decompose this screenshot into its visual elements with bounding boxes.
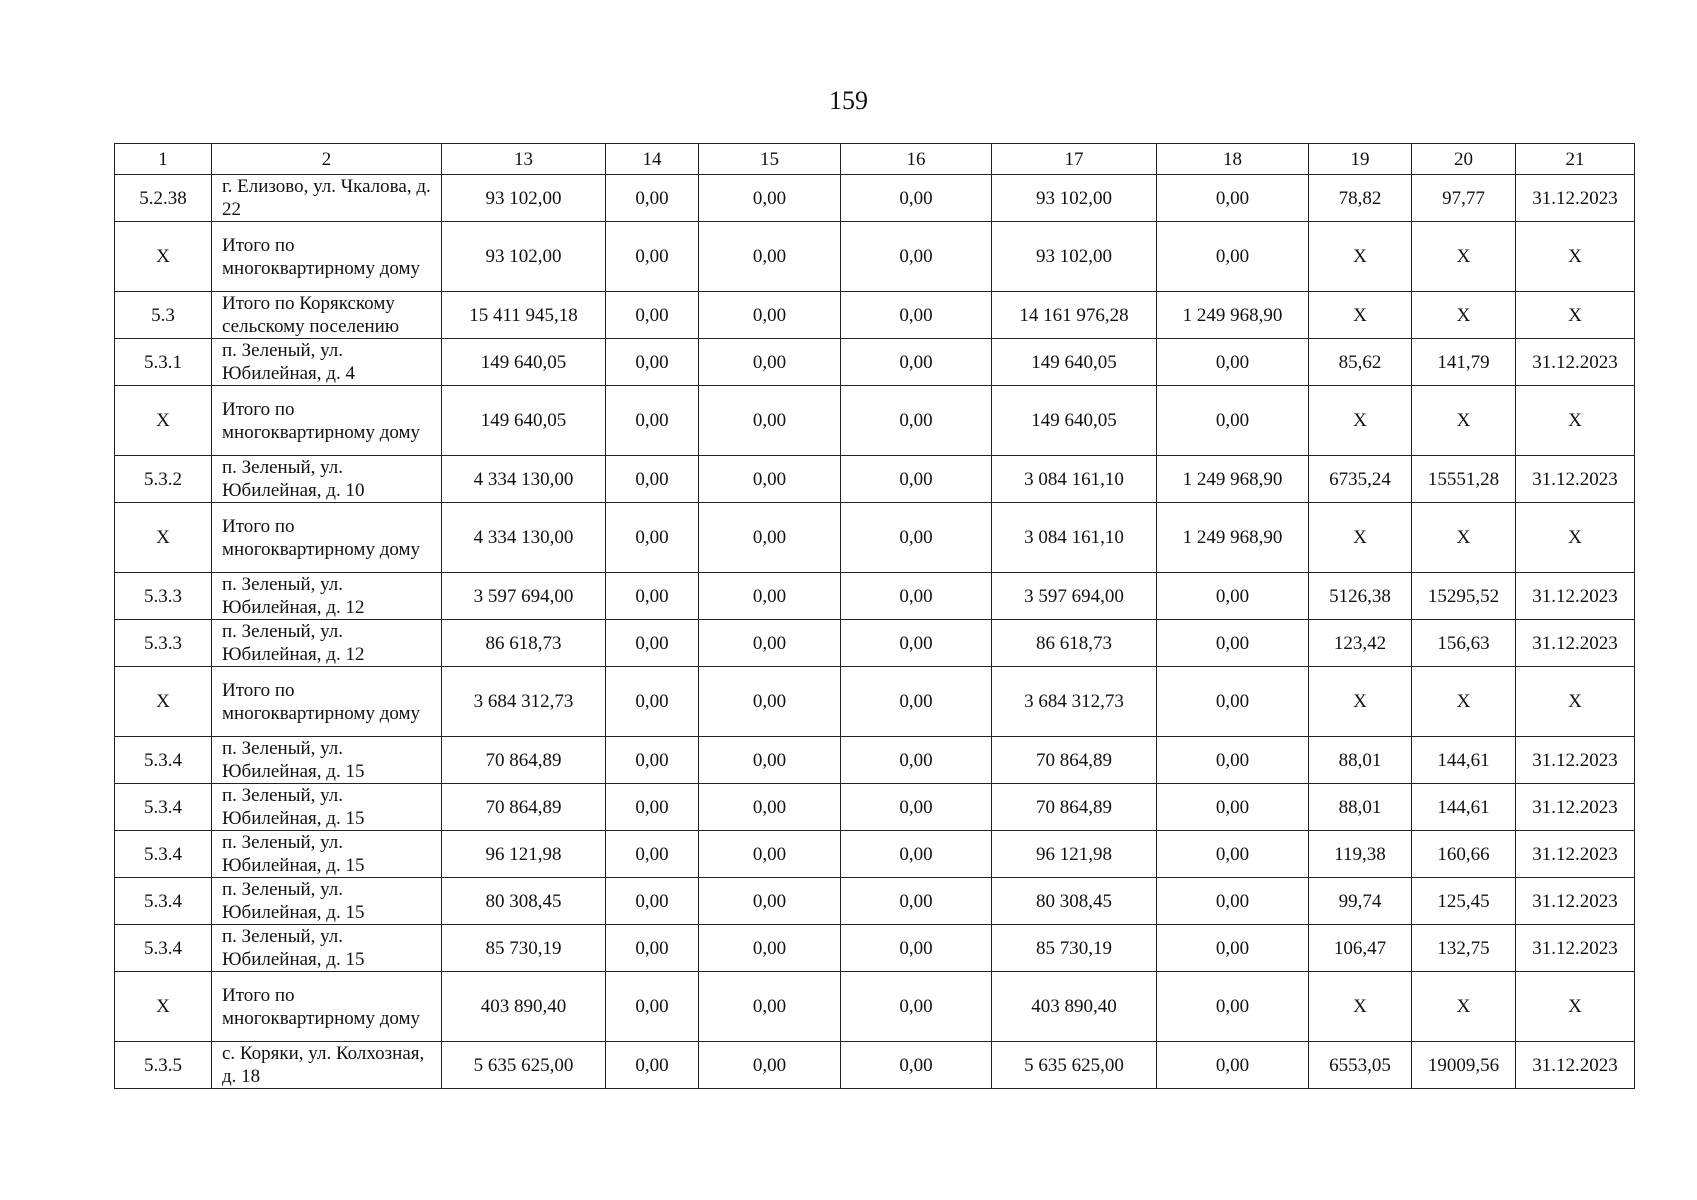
header-row bbox=[115, 144, 1635, 175]
table-cell: 0,00 bbox=[606, 456, 699, 503]
column-header: 14 bbox=[606, 144, 699, 175]
table-cell: 93 102,00 bbox=[992, 222, 1157, 292]
table-cell: 5.3.4 bbox=[115, 784, 212, 831]
table-cell: 0,00 bbox=[699, 667, 841, 737]
table-cell: 0,00 bbox=[841, 620, 992, 667]
table-cell: 0,00 bbox=[606, 620, 699, 667]
table-cell: 0,00 bbox=[699, 831, 841, 878]
table-cell: 0,00 bbox=[1157, 831, 1309, 878]
table-cell: 0,00 bbox=[699, 386, 841, 456]
table-cell: 132,75 bbox=[1412, 925, 1516, 972]
table-cell: 0,00 bbox=[606, 1042, 699, 1089]
table-cell: Х bbox=[1516, 503, 1635, 573]
table-cell: 0,00 bbox=[699, 222, 841, 292]
table-cell: 0,00 bbox=[606, 386, 699, 456]
table-cell: Х bbox=[1516, 222, 1635, 292]
table-cell: 31.12.2023 bbox=[1516, 339, 1635, 386]
table-row bbox=[115, 925, 1635, 972]
column-header: 1 bbox=[115, 144, 212, 175]
table-row bbox=[115, 339, 1635, 386]
table-cell: Х bbox=[1309, 972, 1412, 1042]
table-cell: 5126,38 bbox=[1309, 573, 1412, 620]
table-cell: 0,00 bbox=[699, 573, 841, 620]
table-cell: 0,00 bbox=[699, 1042, 841, 1089]
table-cell: 93 102,00 bbox=[992, 175, 1157, 222]
table-cell: 1 249 968,90 bbox=[1157, 292, 1309, 339]
table-cell: 15551,28 bbox=[1412, 456, 1516, 503]
table-cell: 3 684 312,73 bbox=[442, 667, 606, 737]
table-cell: 0,00 bbox=[841, 222, 992, 292]
table-cell: 31.12.2023 bbox=[1516, 784, 1635, 831]
table-cell: 0,00 bbox=[841, 878, 992, 925]
table-cell: Х bbox=[1516, 386, 1635, 456]
table-cell: 0,00 bbox=[1157, 972, 1309, 1042]
column-header: 2 bbox=[212, 144, 442, 175]
table-cell: 0,00 bbox=[1157, 175, 1309, 222]
table-cell: 1 249 968,90 bbox=[1157, 456, 1309, 503]
column-header: 21 bbox=[1516, 144, 1635, 175]
table-cell: 4 334 130,00 bbox=[442, 456, 606, 503]
table-row bbox=[115, 831, 1635, 878]
table-cell: 97,77 bbox=[1412, 175, 1516, 222]
table-cell: 6735,24 bbox=[1309, 456, 1412, 503]
table-cell: 0,00 bbox=[841, 503, 992, 573]
table-row bbox=[115, 456, 1635, 503]
table-cell: 0,00 bbox=[841, 175, 992, 222]
table-cell: 31.12.2023 bbox=[1516, 737, 1635, 784]
table-cell: 0,00 bbox=[841, 925, 992, 972]
table-cell: 5.3.4 bbox=[115, 737, 212, 784]
table-cell: 0,00 bbox=[606, 878, 699, 925]
table-cell: 85,62 bbox=[1309, 339, 1412, 386]
table-cell: 31.12.2023 bbox=[1516, 573, 1635, 620]
data-table bbox=[114, 143, 1635, 1089]
table-cell: 93 102,00 bbox=[442, 222, 606, 292]
table-cell: Х bbox=[115, 503, 212, 573]
table-cell: 149 640,05 bbox=[442, 339, 606, 386]
table-row bbox=[115, 972, 1635, 1042]
table-row bbox=[115, 386, 1635, 456]
address-cell: п. Зеленый, ул. Юбилейная, д. 15 bbox=[212, 737, 442, 784]
table-cell: 3 597 694,00 bbox=[992, 573, 1157, 620]
table-cell: 125,45 bbox=[1412, 878, 1516, 925]
table-cell: 0,00 bbox=[1157, 620, 1309, 667]
table-cell: 0,00 bbox=[699, 456, 841, 503]
table-cell: 88,01 bbox=[1309, 784, 1412, 831]
table-cell: Х bbox=[1412, 222, 1516, 292]
address-cell: г. Елизово, ул. Чкалова, д. 22 bbox=[212, 175, 442, 222]
table-cell: Х bbox=[115, 667, 212, 737]
table-cell: 86 618,73 bbox=[442, 620, 606, 667]
table-cell: 0,00 bbox=[699, 878, 841, 925]
address-cell: п. Зеленый, ул. Юбилейная, д. 15 bbox=[212, 831, 442, 878]
table-cell: 156,63 bbox=[1412, 620, 1516, 667]
table-cell: Х bbox=[1516, 972, 1635, 1042]
table-cell: 6553,05 bbox=[1309, 1042, 1412, 1089]
table-cell: 5.3.4 bbox=[115, 831, 212, 878]
table-cell: 0,00 bbox=[841, 573, 992, 620]
column-header: 19 bbox=[1309, 144, 1412, 175]
table-cell: 85 730,19 bbox=[992, 925, 1157, 972]
table-cell: 0,00 bbox=[699, 925, 841, 972]
table-cell: 31.12.2023 bbox=[1516, 175, 1635, 222]
table-cell: 15 411 945,18 bbox=[442, 292, 606, 339]
address-cell: п. Зеленый, ул. Юбилейная, д. 4 bbox=[212, 339, 442, 386]
table-cell: 106,47 bbox=[1309, 925, 1412, 972]
table-cell: 5.3.4 bbox=[115, 878, 212, 925]
table-cell: 5.3 bbox=[115, 292, 212, 339]
table-cell: 14 161 976,28 bbox=[992, 292, 1157, 339]
table-cell: 0,00 bbox=[606, 925, 699, 972]
address-cell: Итого по многоквартирному дому bbox=[212, 503, 442, 573]
table-cell: 70 864,89 bbox=[992, 737, 1157, 784]
table-cell: 149 640,05 bbox=[992, 339, 1157, 386]
table-cell: 93 102,00 bbox=[442, 175, 606, 222]
table-cell: 4 334 130,00 bbox=[442, 503, 606, 573]
column-header: 20 bbox=[1412, 144, 1516, 175]
column-header: 16 bbox=[841, 144, 992, 175]
table-row bbox=[115, 737, 1635, 784]
table-cell: 0,00 bbox=[1157, 925, 1309, 972]
table-cell: 96 121,98 bbox=[992, 831, 1157, 878]
table-cell: 0,00 bbox=[606, 667, 699, 737]
table-row bbox=[115, 573, 1635, 620]
table-cell: 5.3.3 bbox=[115, 573, 212, 620]
table-cell: 0,00 bbox=[841, 339, 992, 386]
table-cell: Х bbox=[1412, 386, 1516, 456]
table-cell: 3 684 312,73 bbox=[992, 667, 1157, 737]
table-cell: 31.12.2023 bbox=[1516, 1042, 1635, 1089]
address-cell: Итого по многоквартирному дому bbox=[212, 222, 442, 292]
table-cell: 144,61 bbox=[1412, 737, 1516, 784]
address-cell: п. Зеленый, ул. Юбилейная, д. 15 bbox=[212, 878, 442, 925]
table-cell: 0,00 bbox=[841, 1042, 992, 1089]
table-cell: 0,00 bbox=[606, 222, 699, 292]
table-cell: 0,00 bbox=[699, 972, 841, 1042]
column-header: 18 bbox=[1157, 144, 1309, 175]
table-cell: 70 864,89 bbox=[442, 784, 606, 831]
table-cell: 5.3.4 bbox=[115, 925, 212, 972]
table-cell: 88,01 bbox=[1309, 737, 1412, 784]
table-cell: 80 308,45 bbox=[442, 878, 606, 925]
table-cell: 5 635 625,00 bbox=[442, 1042, 606, 1089]
table-cell: 0,00 bbox=[606, 831, 699, 878]
table-cell: 0,00 bbox=[699, 503, 841, 573]
table-cell: 85 730,19 bbox=[442, 925, 606, 972]
table-cell: 0,00 bbox=[841, 831, 992, 878]
table-cell: 0,00 bbox=[841, 386, 992, 456]
table-cell: 0,00 bbox=[699, 175, 841, 222]
table-row bbox=[115, 667, 1635, 737]
table-cell: 5.3.3 bbox=[115, 620, 212, 667]
table-row bbox=[115, 620, 1635, 667]
table-cell: 0,00 bbox=[699, 737, 841, 784]
table-cell: 31.12.2023 bbox=[1516, 456, 1635, 503]
table-cell: 403 890,40 bbox=[992, 972, 1157, 1042]
table-cell: Х bbox=[1309, 667, 1412, 737]
address-cell: п. Зеленый, ул. Юбилейная, д. 12 bbox=[212, 620, 442, 667]
table-cell: 0,00 bbox=[1157, 784, 1309, 831]
table-cell: 0,00 bbox=[1157, 1042, 1309, 1089]
table-cell: 0,00 bbox=[606, 503, 699, 573]
column-header: 17 bbox=[992, 144, 1157, 175]
table-cell: 0,00 bbox=[699, 292, 841, 339]
address-cell: п. Зеленый, ул. Юбилейная, д. 15 bbox=[212, 784, 442, 831]
table-cell: 0,00 bbox=[1157, 222, 1309, 292]
table-row bbox=[115, 878, 1635, 925]
table-cell: 119,38 bbox=[1309, 831, 1412, 878]
table-cell: 0,00 bbox=[699, 620, 841, 667]
table-row bbox=[115, 503, 1635, 573]
table-cell: Х bbox=[1309, 503, 1412, 573]
table-cell: 141,79 bbox=[1412, 339, 1516, 386]
table-cell: 5.3.1 bbox=[115, 339, 212, 386]
address-cell: Итого по многоквартирному дому bbox=[212, 386, 442, 456]
table-cell: 0,00 bbox=[841, 784, 992, 831]
table-cell: 70 864,89 bbox=[992, 784, 1157, 831]
table-cell: 0,00 bbox=[1157, 667, 1309, 737]
table-cell: Х bbox=[1309, 386, 1412, 456]
table-cell: Х bbox=[1309, 292, 1412, 339]
address-cell: Итого по Корякскому сельскому поселению bbox=[212, 292, 442, 339]
table-cell: 3 084 161,10 bbox=[992, 456, 1157, 503]
table-cell: 0,00 bbox=[606, 737, 699, 784]
address-cell: п. Зеленый, ул. Юбилейная, д. 12 bbox=[212, 573, 442, 620]
table-cell: 31.12.2023 bbox=[1516, 831, 1635, 878]
address-cell: с. Коряки, ул. Колхозная, д. 18 bbox=[212, 1042, 442, 1089]
address-cell: Итого по многоквартирному дому bbox=[212, 972, 442, 1042]
table-cell: 0,00 bbox=[699, 339, 841, 386]
table-cell: 0,00 bbox=[1157, 573, 1309, 620]
table-cell: 160,66 bbox=[1412, 831, 1516, 878]
table-cell: 0,00 bbox=[1157, 339, 1309, 386]
column-header: 15 bbox=[699, 144, 841, 175]
table-cell: 5.3.2 bbox=[115, 456, 212, 503]
table-cell: 0,00 bbox=[606, 784, 699, 831]
table-cell: 0,00 bbox=[841, 456, 992, 503]
table-cell: 15295,52 bbox=[1412, 573, 1516, 620]
address-cell: п. Зеленый, ул. Юбилейная, д. 10 bbox=[212, 456, 442, 503]
table-cell: Х bbox=[1516, 292, 1635, 339]
page-number: 159 bbox=[829, 86, 868, 115]
table-cell: Х bbox=[1309, 222, 1412, 292]
table-cell: Х bbox=[1412, 292, 1516, 339]
table-cell: 19009,56 bbox=[1412, 1042, 1516, 1089]
table-cell: 5.3.5 bbox=[115, 1042, 212, 1089]
address-cell: Итого по многоквартирному дому bbox=[212, 667, 442, 737]
table-cell: 1 249 968,90 bbox=[1157, 503, 1309, 573]
table-cell: 0,00 bbox=[606, 339, 699, 386]
table-cell: 3 597 694,00 bbox=[442, 573, 606, 620]
table-cell: 31.12.2023 bbox=[1516, 878, 1635, 925]
table-cell: 0,00 bbox=[1157, 386, 1309, 456]
table-cell: 0,00 bbox=[606, 972, 699, 1042]
table-cell: 403 890,40 bbox=[442, 972, 606, 1042]
table-cell: 0,00 bbox=[1157, 737, 1309, 784]
table-cell: 86 618,73 bbox=[992, 620, 1157, 667]
table-cell: 99,74 bbox=[1309, 878, 1412, 925]
table-cell: 0,00 bbox=[699, 784, 841, 831]
table-cell: 0,00 bbox=[606, 573, 699, 620]
table-row bbox=[115, 175, 1635, 222]
table-cell: Х bbox=[115, 386, 212, 456]
address-cell: п. Зеленый, ул. Юбилейная, д. 15 bbox=[212, 925, 442, 972]
table-cell: 0,00 bbox=[841, 292, 992, 339]
table-cell: 70 864,89 bbox=[442, 737, 606, 784]
table-cell: 96 121,98 bbox=[442, 831, 606, 878]
table-cell: 0,00 bbox=[841, 737, 992, 784]
table-cell: 78,82 bbox=[1309, 175, 1412, 222]
table-cell: Х bbox=[115, 972, 212, 1042]
table-cell: 5 635 625,00 bbox=[992, 1042, 1157, 1089]
table-cell: 5.2.38 bbox=[115, 175, 212, 222]
table-cell: 0,00 bbox=[841, 972, 992, 1042]
table-cell: Х bbox=[1516, 667, 1635, 737]
table-cell: Х bbox=[1412, 972, 1516, 1042]
table-row bbox=[115, 222, 1635, 292]
table-cell: 144,61 bbox=[1412, 784, 1516, 831]
table-cell: 0,00 bbox=[606, 175, 699, 222]
table-cell: 123,42 bbox=[1309, 620, 1412, 667]
table-row bbox=[115, 784, 1635, 831]
table-cell: Х bbox=[1412, 503, 1516, 573]
column-header: 13 bbox=[442, 144, 606, 175]
table-cell: 0,00 bbox=[606, 292, 699, 339]
table-cell: 3 084 161,10 bbox=[992, 503, 1157, 573]
table-cell: Х bbox=[1412, 667, 1516, 737]
table-cell: 31.12.2023 bbox=[1516, 925, 1635, 972]
table-cell: Х bbox=[115, 222, 212, 292]
table-cell: 80 308,45 bbox=[992, 878, 1157, 925]
table-cell: 149 640,05 bbox=[442, 386, 606, 456]
table-row bbox=[115, 1042, 1635, 1089]
table-cell: 0,00 bbox=[1157, 878, 1309, 925]
table-cell: 149 640,05 bbox=[992, 386, 1157, 456]
table-row bbox=[115, 292, 1635, 339]
table-cell: 0,00 bbox=[841, 667, 992, 737]
table-cell: 31.12.2023 bbox=[1516, 620, 1635, 667]
